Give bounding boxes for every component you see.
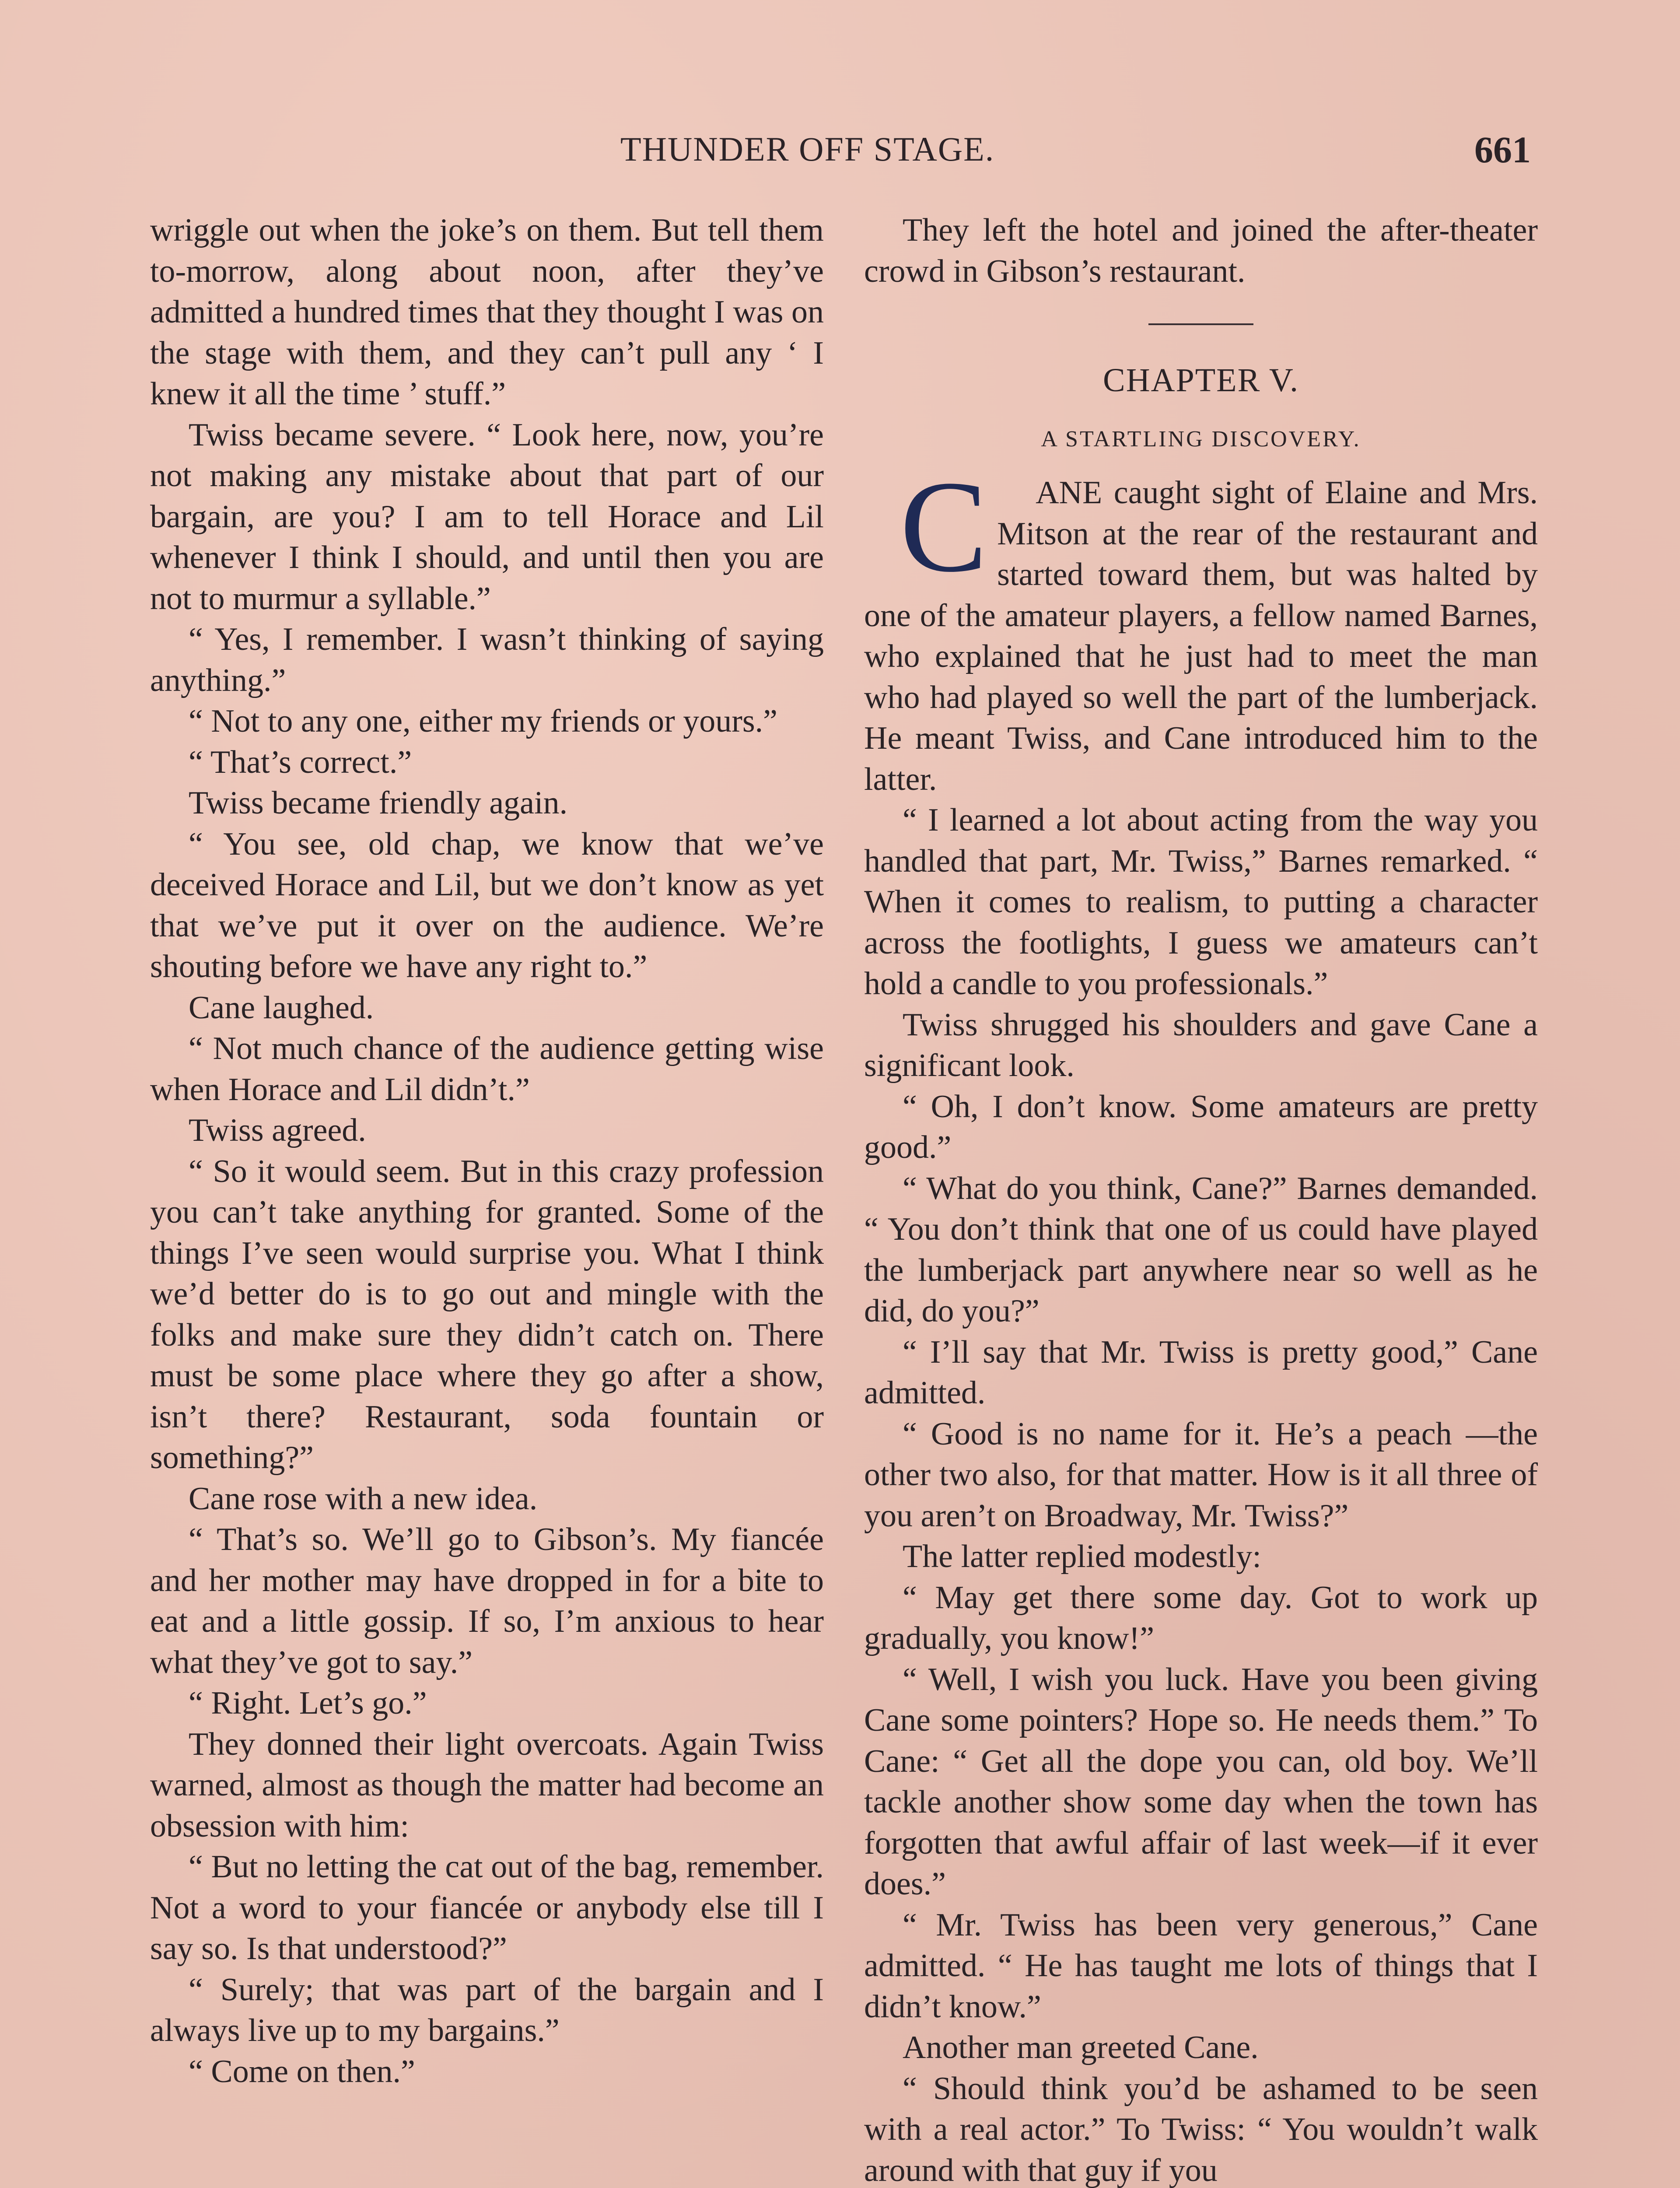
paragraph: “ Right. Let’s go.” (189, 1685, 427, 1721)
paragraph: “ Surely; that was part of the bargain and I always live up to my bargains.” (150, 1971, 824, 2048)
right-column (864, 210, 1538, 2188)
chapter-opening-paragraph (864, 454, 1538, 800)
chapter-title: CHAPTER V. (1103, 362, 1299, 399)
paragraph: “ That’s correct.” (189, 744, 412, 780)
paragraph: “ Not much chance of the audience getting wise when Horace and Lil didn’t.” (150, 1031, 824, 1108)
paragraph: Twiss agreed. (189, 1112, 366, 1148)
paragraph: Twiss became friendly again. (189, 785, 568, 821)
paragraph: “ So it would seem. But in this crazy profession you can’t take anything for granted. Some of the things I’ve seen would surprise you. What I think we’d better do is to go out and mingle with the folks and make sure they didn’t catch on. There must be some place where they go after a show, isn’t there? Restaurant, soda fountain or something?” (150, 1153, 824, 1476)
paragraph: “ But no letting the cat out of the bag, remember. Not a word to your fiancée or anybody else till I say so. Is that understood?” (150, 1849, 824, 1967)
paragraph: Another man greeted Cane. (903, 2030, 1259, 2065)
chapter-subtitle: A STARTLING DISCOVERY. (1041, 426, 1361, 452)
paragraph: “ May get there some day. Got to work up gradually, you know!” (864, 1579, 1538, 1656)
running-title: THUNDER OFF STAGE. (620, 130, 995, 168)
paragraph: They left the hotel and joined the after-theater crowd in Gibson’s restaurant. (864, 212, 1538, 289)
paragraph: “ Mr. Twiss has been very generous,” Cane admitted. “ He has taught me lots of things that I didn’t know.” (864, 1907, 1538, 2025)
paragraph: The latter replied modestly: (903, 1539, 1261, 1574)
paragraph: Twiss became severe. “ Look here, now, you’re not making any mistake about that part of our bargain, are you? I am to tell Horace and Lil whenever I think I should, and until then you are not to murmur a syllable.” (150, 417, 824, 617)
paragraph: “ Come on then.” (189, 2053, 415, 2090)
section-divider (1148, 323, 1253, 325)
paragraph: They donned their light overcoats. Again Twiss warned, almost as though the matter had become an obsession with him: (150, 1726, 824, 1844)
drop-cap: C (900, 454, 988, 599)
opening-text: ANE caught sight of Elaine and Mrs. Mitson at the rear of the restaurant and started toward them, but was halted by one of the amateur players, a fellow named Barnes, who explained that he just had to meet the man who had played so well the part of the lumberjack. He meant Twiss, and Cane introduced him to the latter. (864, 475, 1538, 797)
paragraph: “ Not to any one, either my friends or yours.” (189, 703, 778, 739)
paragraph: “ Yes, I remember. I wasn’t thinking of saying anything.” (150, 621, 824, 698)
paragraph: “ What do you think, Cane?” Barnes demanded. “ You don’t think that one of us could have played the lumberjack part anywhere near so well as he did, do you?” (864, 1170, 1538, 1329)
paragraph: “ I’ll say that Mr. Twiss is pretty good,” Cane admitted. (864, 1334, 1538, 1411)
paragraph: “ Good is no name for it. He’s a peach —the other two also, for that matter. How is it all three of you aren’t on Broadway, Mr. Twiss?” (864, 1416, 1538, 1534)
paragraph: “ Should think you’d be ashamed to be seen with a real actor.” To Twiss: “ You wouldn’t walk around with that guy if you (864, 2070, 1538, 2188)
paragraph: Cane rose with a new idea. (189, 1480, 538, 1517)
paragraph: “ That’s so. We’ll go to Gibson’s. My fiancée and her mother may have dropped in for a bite to eat and a little gossip. If so, I’m anxious to hear what they’ve got to say.” (150, 1522, 824, 1680)
page-number: 661 (1474, 129, 1531, 171)
paragraph: “ I learned a lot about acting from the way you handled that part, Mr. Twiss,” Barnes remarked. “ When it comes to realism, to putting a character across the footlights, I guess we amateurs can’t hold a candle to you professionals.” (864, 802, 1538, 1002)
paragraph: wriggle out when the joke’s on them. But tell them to-morrow, along about noon, after they’ve admitted a hundred times that they thought I was on the stage with them, and they can’t pull any ‘ I knew it all the time ’ stuff.” (150, 212, 824, 412)
paragraph: “ Well, I wish you luck. Have you been giving Cane some pointers? Hope so. He needs them.” To Cane: “ Get all the dope you can, old boy. We’ll tackle another show some day when the town has forgotten that awful affair of last week—if it ever does.” (864, 1661, 1538, 1902)
paragraph: Twiss shrugged his shoulders and gave Cane a significant look. (864, 1006, 1538, 1083)
paragraph: “ You see, old chap, we know that we’ve deceived Horace and Lil, but we don’t know as yet that we’ve put it over on the audience. We’re shouting before we have any right to.” (150, 826, 824, 985)
paragraph: “ Oh, I don’t know. Some amateurs are pretty good.” (864, 1088, 1538, 1165)
paragraph: Cane laughed. (189, 989, 374, 1026)
left-column (150, 210, 824, 2092)
